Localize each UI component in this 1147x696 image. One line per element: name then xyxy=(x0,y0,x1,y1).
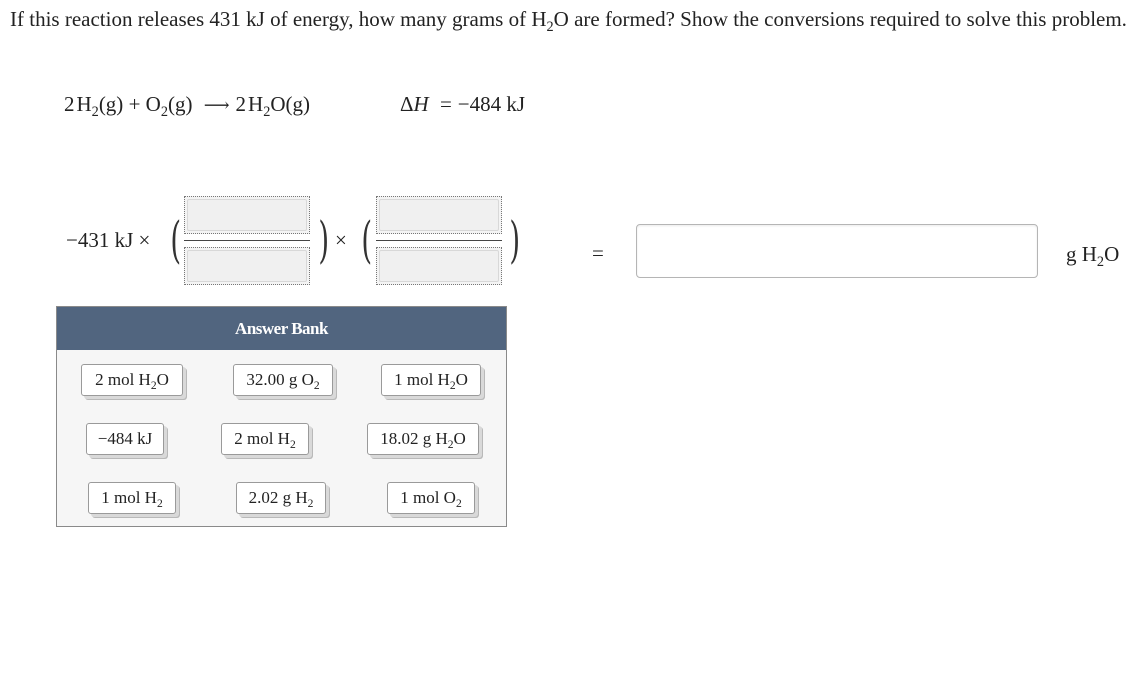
tile-18-g-h2o[interactable]: 18.02 g $H_2O$ xyxy=(367,423,479,455)
answer-unit: g $H_2O$ xyxy=(1066,242,1120,270)
right-paren-1: ) xyxy=(318,211,330,269)
tile-32-g-o2[interactable]: 32.00 g $O_2$ xyxy=(233,364,333,396)
left-paren-2: ( xyxy=(361,211,373,269)
enthalpy-change: ΔH = −484 kJ xyxy=(400,92,526,116)
left-paren-1: ( xyxy=(170,211,182,269)
tile-2-mol-h2[interactable]: 2 mol $H_2$ xyxy=(221,423,309,455)
question-text: If this reaction releases 431 kJ of energy, how many grams of $H_2O$ are formed? Show the conversions required to solve this problem. xyxy=(10,7,1127,35)
answer-bank-title: Answer Bank xyxy=(57,307,506,350)
fraction-2-denominator-slot[interactable] xyxy=(376,247,502,285)
multiply-sign: × xyxy=(335,228,347,252)
given-quantity: −431 kJ × xyxy=(66,228,151,252)
fraction-2-numerator-slot[interactable] xyxy=(376,196,502,234)
tile-neg-484-kj[interactable]: −484 kJ xyxy=(86,423,164,455)
answer-bank xyxy=(56,306,507,527)
right-paren-2: ) xyxy=(509,211,521,269)
tile-1-mol-o2[interactable]: 1 mol $O_2$ xyxy=(387,482,475,514)
fraction-1-numerator-slot[interactable] xyxy=(184,196,310,234)
fraction-1-denominator-slot[interactable] xyxy=(184,247,310,285)
reaction-arrow-icon: ⟶ xyxy=(203,95,230,115)
tile-2-02-g-h2[interactable]: 2.02 g $H_2$ xyxy=(236,482,326,514)
answer-input[interactable] xyxy=(636,224,1038,278)
fraction-1-bar xyxy=(184,240,310,241)
fraction-2-bar xyxy=(376,240,502,241)
tile-1-mol-h2o[interactable]: 1 mol $H_2O$ xyxy=(381,364,481,396)
equals-sign: = xyxy=(592,241,604,265)
reaction-equation: $2H_2(g) + O_2(g)$ ⟶ $2H_2O(g)$ xyxy=(64,92,310,120)
tile-2-mol-h2o[interactable]: 2 mol $H_2O$ xyxy=(81,364,183,396)
tile-1-mol-h2[interactable]: 1 mol $H_2$ xyxy=(88,482,176,514)
